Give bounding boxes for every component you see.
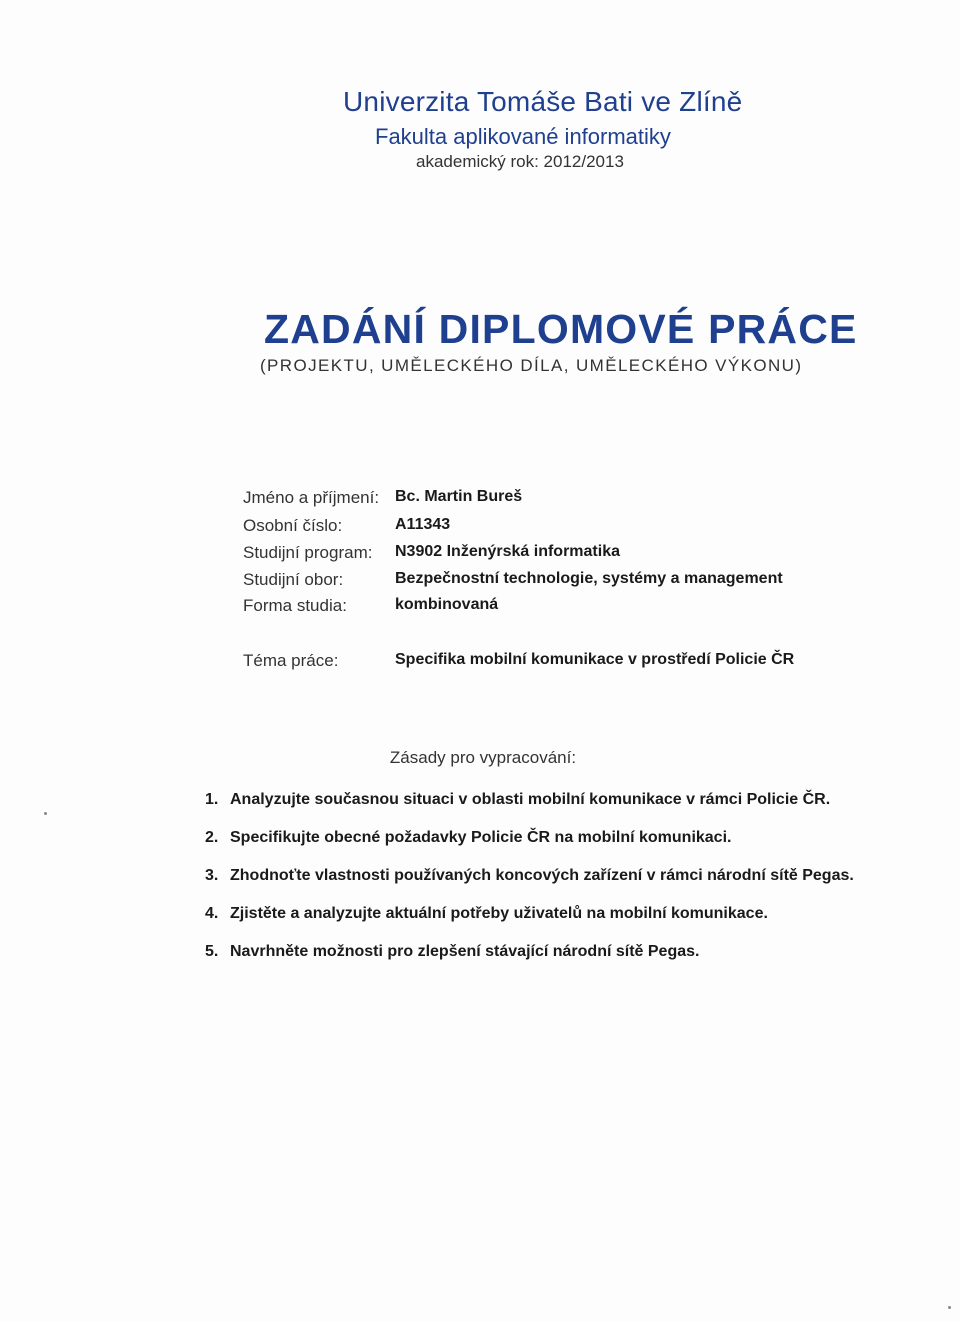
thesis-topic-label: Téma práce:: [243, 651, 339, 670]
scan-speck: [44, 812, 47, 815]
scan-speck: [948, 1306, 951, 1309]
document-title: ZADÁNÍ DIPLOMOVÉ PRÁCE: [264, 306, 858, 352]
study-program-label: Studijní program:: [243, 543, 373, 562]
thesis-topic-value: Specifika mobilní komunikace v prostředí Policie ČR: [395, 651, 795, 668]
university-name: Univerzita Tomáše Bati ve Zlíně: [343, 86, 743, 117]
principle-text: Navrhněte možnosti pro zlepšení stávající národní sítě Pegas.: [230, 943, 700, 960]
principle-item: [205, 943, 699, 961]
faculty-name: Fakulta aplikované informatiky: [375, 124, 671, 149]
principle-text: Zhodnoťte vlastnosti používaných koncových zařízení v rámci národní sítě Pegas.: [230, 867, 854, 884]
principle-item: [205, 829, 731, 847]
study-field-label: Studijní obor:: [243, 570, 344, 589]
principle-item: [205, 905, 768, 923]
principle-number: 5.: [205, 943, 219, 960]
principle-number: 4.: [205, 905, 219, 922]
academic-year: akademický rok: 2012/2013: [416, 152, 624, 171]
principle-text: Specifikujte obecné požadavky Policie ČR na mobilní komunikaci.: [230, 829, 732, 846]
document-subtitle: (PROJEKTU, UMĚLECKÉHO DÍLA, UMĚLECKÉHO VÝKONU): [260, 356, 803, 375]
study-form-value: kombinovaná: [395, 596, 499, 613]
principle-number: 1.: [205, 791, 219, 808]
name-label: Jméno a příjmení:: [243, 488, 380, 507]
study-form-label: Forma studia:: [243, 596, 347, 615]
personal-number-label: Osobní číslo:: [243, 516, 343, 535]
personal-number-value: A11343: [395, 516, 451, 533]
principle-text: Zjistěte a analyzujte aktuální potřeby uživatelů na mobilní komunikace.: [230, 905, 768, 922]
principle-item: [205, 791, 830, 809]
principle-text: Analyzujte současnou situaci v oblasti mobilní komunikace v rámci Policie ČR.: [230, 791, 831, 808]
principles-heading: Zásady pro vypracování:: [389, 748, 577, 767]
study-field-value: Bezpečnostní technologie, systémy a management: [395, 570, 783, 587]
study-program-value: N3902 Inženýrská informatika: [395, 543, 620, 560]
principle-item: [205, 867, 854, 885]
principle-number: 3.: [205, 867, 219, 884]
principle-number: 2.: [205, 829, 219, 846]
name-value: Bc. Martin Bureš: [395, 488, 523, 505]
